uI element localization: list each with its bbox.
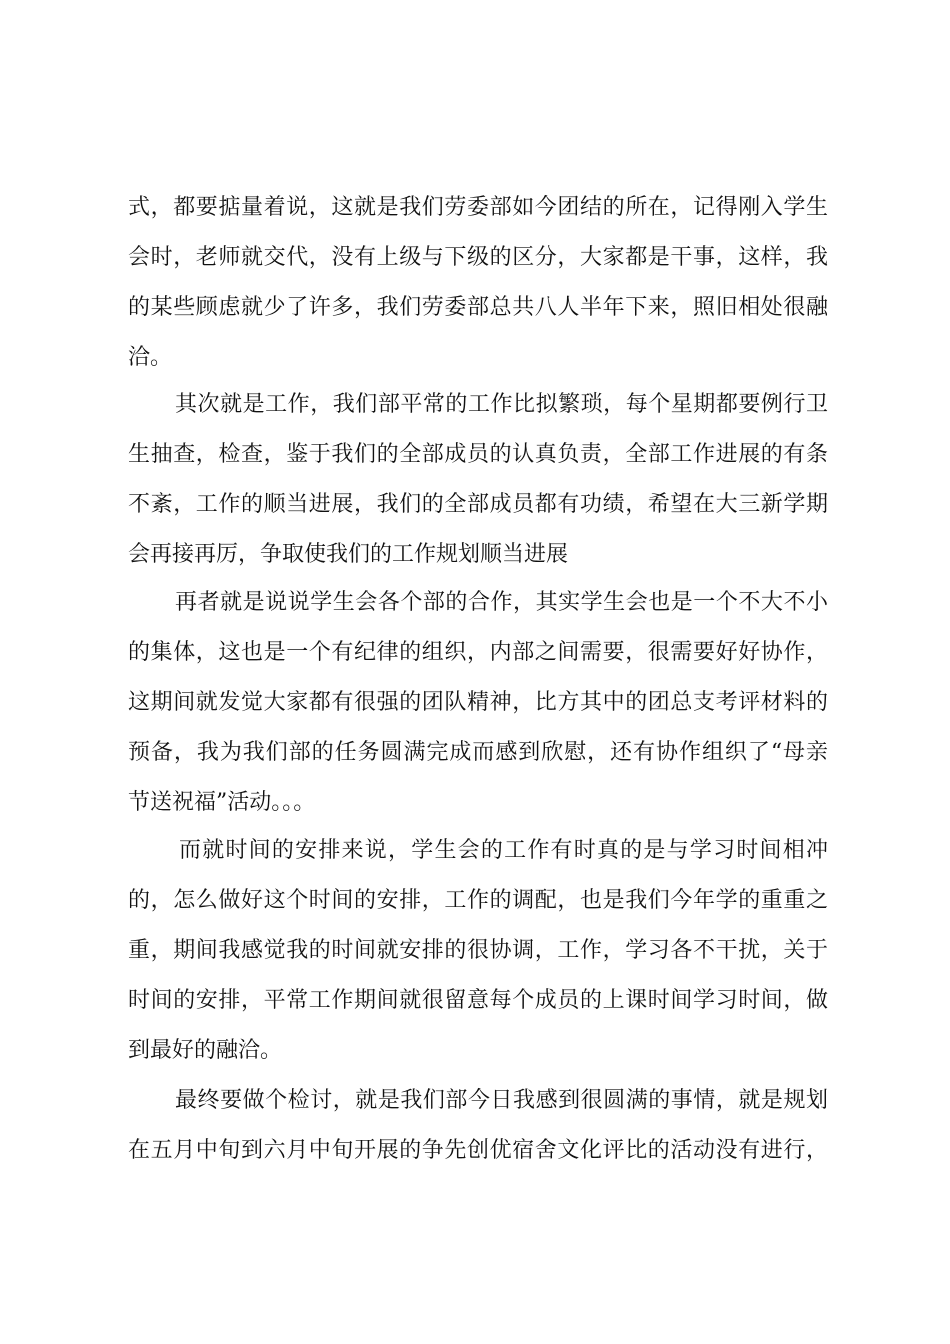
- text-line: 而就时间的安排来说，学生会的工作有时真的是与学习时间相冲: [179, 838, 828, 863]
- text-line: 这期间就发觉大家都有很强的团队精神，比方其中的团总支考评材料的: [128, 690, 828, 715]
- text-line: 节送祝福”活动。。。: [128, 790, 316, 815]
- text-line: 会时，老师就交代，没有上级与下级的区分，大家都是干事，这样，我: [128, 245, 828, 270]
- text-line: 到最好的融洽。: [128, 1038, 283, 1063]
- text-line: 在五月中旬到六月中旬开展的争先创优宿舍文化评比的活动没有进行，: [128, 1138, 828, 1163]
- text-line: 其次就是工作，我们部平常的工作比拟繁琐，每个星期都要例行卫: [175, 392, 828, 417]
- text-line: 的，怎么做好这个时间的安排，工作的调配，也是我们今年学的重重之: [128, 888, 828, 913]
- text-line: 的集体，这也是一个有纪律的组织，内部之间需要，很需要好好协作，: [128, 640, 828, 665]
- text-line: 预备，我为我们部的任务圆满完成而感到欣慰，还有协作组织了“母亲: [128, 740, 828, 765]
- text-line: 不紊，工作的顺当进展，我们的全部成员都有功绩，希望在大三新学期: [128, 492, 828, 517]
- text-line: 的某些顾虑就少了许多，我们劳委部总共八人半年下来，照旧相处很融: [128, 295, 828, 320]
- text-line: 重，期间我感觉我的时间就安排的很协调，工作，学习各不干扰，关于: [128, 938, 828, 963]
- text-line: 时间的安排，平常工作期间就很留意每个成员的上课时间学习时间，做: [128, 988, 828, 1013]
- text-line: 式，都要掂量着说，这就是我们劳委部如今团结的所在，记得刚入学生: [128, 195, 828, 220]
- text-line: 会再接再厉，争取使我们的工作规划顺当进展: [128, 542, 569, 567]
- text-line: 最终要做个检讨，就是我们部今日我感到很圆满的事情，就是规划: [175, 1088, 828, 1113]
- text-line: 生抽查，检查，鉴于我们的全部成员的认真负责，全部工作进展的有条: [128, 442, 828, 467]
- text-line: 再者就是说说学生会各个部的合作，其实学生会也是一个不大不小: [175, 590, 828, 615]
- text-line: 洽。: [128, 345, 173, 370]
